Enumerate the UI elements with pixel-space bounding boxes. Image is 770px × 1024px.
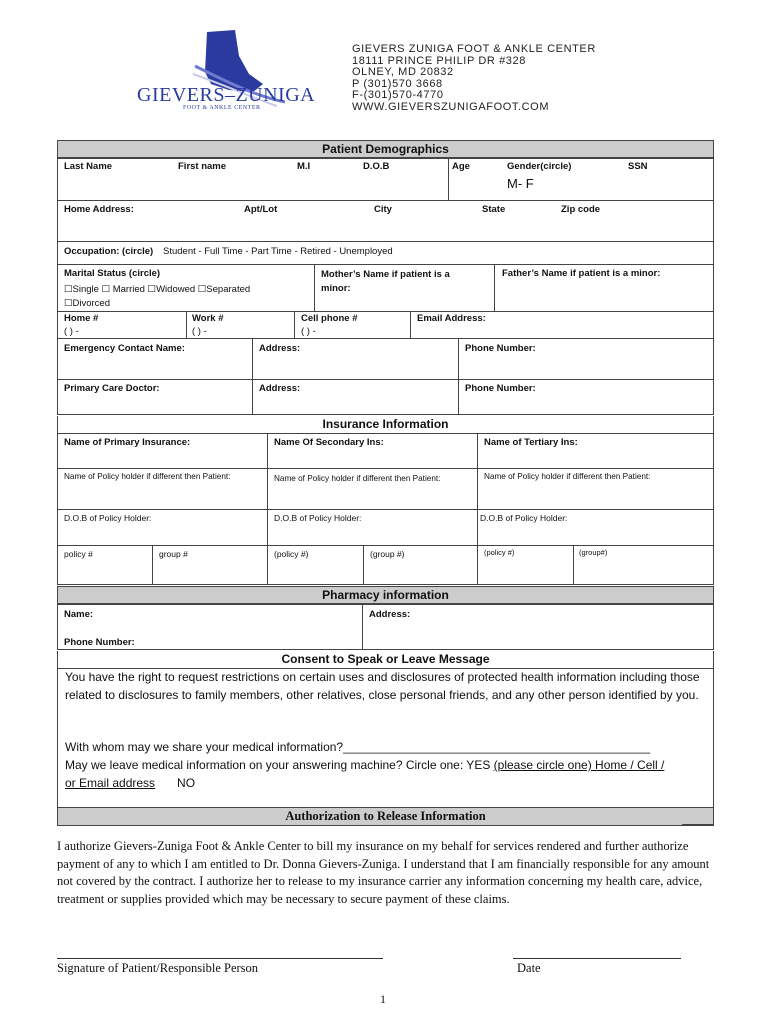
signature-label: Signature of Patient/Responsible Person [57, 961, 259, 975]
mother-name-label: Mother’s Name if patient is a minor: [321, 269, 450, 294]
no-option[interactable]: NO [177, 776, 196, 790]
fax-line: F-(301)570-4770 [352, 89, 444, 101]
first-name-label: First name [178, 161, 227, 172]
marital-cell[interactable] [57, 264, 315, 312]
clinic-logo [135, 26, 335, 114]
father-name-cell[interactable] [494, 264, 714, 312]
dob-holder2-cell[interactable] [267, 509, 478, 546]
last-name-label: Last Name [64, 161, 113, 172]
dob-holder2-label: D.O.B of Policy Holder: [274, 513, 362, 523]
clinic-name-line: GIEVERS ZUNIGA FOOT & ANKLE CENTER [352, 43, 596, 55]
gender-label: Gender(circle) [507, 161, 572, 172]
home-address-label: Home Address: [64, 204, 134, 215]
occupation-options[interactable]: Student - Full Time - Part Time - Retired - Unemployed [163, 246, 393, 257]
policy3-cell[interactable] [477, 545, 574, 585]
tertiary-ins-cell[interactable] [477, 433, 714, 469]
consent-paragraph: You have the right to request restrictions on certain uses and disclosures of protected health information including those related to disclosures to family members, other relatives, close personal friends, and any other person identified by you. [65, 670, 700, 702]
email-option[interactable]: or Email address [65, 776, 156, 790]
insurance-header: Insurance Information [57, 416, 714, 434]
emergency-address-label: Address: [259, 343, 301, 354]
emergency-contact-cell[interactable] [57, 338, 253, 380]
email-label: Email Address: [417, 313, 486, 324]
dob-holder1-cell[interactable] [57, 509, 268, 546]
signature-line[interactable] [57, 958, 383, 959]
city-line: OLNEY, MD 20832 [352, 66, 454, 78]
holder1-label: Name of Policy holder if different then Patient: [64, 472, 231, 481]
marital-label: Marital Status (circle) [64, 268, 161, 279]
dob-label: D.O.B [363, 161, 390, 172]
pharmacy-address-label: Address: [369, 609, 411, 620]
emergency-phone-cell[interactable] [458, 338, 714, 380]
group3-cell[interactable] [573, 545, 714, 585]
group2-label: (group #) [370, 549, 405, 559]
work-phone-label: Work # [192, 313, 224, 324]
emergency-phone-label: Phone Number: [465, 343, 536, 354]
share-question[interactable]: With whom may we share your medical information?______________________________________________ [65, 740, 651, 754]
apt-label: Apt/Lot [244, 204, 278, 215]
group2-cell[interactable] [363, 545, 478, 585]
policy2-cell[interactable] [267, 545, 364, 585]
pcp-address-cell[interactable] [252, 379, 459, 415]
occupation-row[interactable] [57, 241, 714, 265]
state-label: State [482, 204, 506, 215]
holder2-cell[interactable] [267, 468, 478, 510]
pharmacy-header: Pharmacy information [57, 586, 714, 605]
clinic-address-block [352, 44, 596, 113]
primary-ins-label: Name of Primary Insurance: [64, 437, 191, 448]
date-label: Date [517, 961, 541, 975]
website-line: WWW.GIEVERSZUNIGAFOOT.COM [352, 100, 550, 113]
pcp-phone-cell[interactable] [458, 379, 714, 415]
mi-label: M.I [297, 161, 311, 172]
consent-header: Consent to Speak or Leave Message [57, 651, 714, 669]
policy1-label: policy # [64, 549, 93, 559]
pharmacy-name-label: Name: [64, 609, 94, 620]
address-row[interactable] [57, 200, 714, 242]
authorization-header: Authorization to Release Information [57, 807, 714, 826]
father-name-label: Father’s Name if patient is a minor: [502, 268, 661, 279]
group1-label: group # [159, 549, 188, 559]
policy1-cell[interactable] [57, 545, 153, 585]
cell-phone-label: Cell phone # [301, 313, 358, 324]
emergency-contact-label: Emergency Contact Name: [64, 343, 185, 354]
holder3-cell[interactable] [477, 468, 714, 510]
policy2-label: (policy #) [274, 549, 309, 559]
page-number: 1 [380, 992, 386, 1006]
email-cell[interactable] [410, 311, 714, 339]
marital-options-line1[interactable]: ☐Single ☐ Married ☐Widowed ☐Separated [64, 284, 251, 295]
logo-name: GIEVERS–ZUNIGA [137, 84, 316, 106]
secondary-ins-cell[interactable] [267, 433, 478, 469]
contact-method-options[interactable]: (please circle one) Home / Cell / [493, 758, 665, 772]
home-phone-cell[interactable] [57, 311, 187, 339]
ssn-label: SSN [628, 161, 648, 172]
pcp-address-label: Address: [259, 383, 301, 394]
home-phone-label: Home # [64, 313, 99, 324]
policy3-label: (policy #) [484, 548, 515, 557]
holder2-label: Name of Policy holder if different then Patient: [274, 474, 441, 483]
home-phone-blank: ( ) - [64, 326, 79, 337]
gender-options[interactable]: M- F [507, 176, 534, 191]
cell-phone-blank: ( ) - [301, 326, 316, 337]
answering-machine-question[interactable] [65, 756, 664, 774]
work-phone-cell[interactable] [186, 311, 295, 339]
emergency-address-cell[interactable] [252, 338, 459, 380]
group3-label: (group#) [579, 548, 608, 557]
pcp-label: Primary Care Doctor: [64, 383, 160, 394]
pharmacy-name-cell[interactable] [57, 603, 363, 650]
city-label: City [374, 204, 392, 215]
cell-phone-cell[interactable] [294, 311, 411, 339]
zip-label: Zip code [561, 204, 601, 215]
demographics-header: Patient Demographics [57, 140, 714, 159]
occupation-label: Occupation: (circle) [64, 246, 154, 257]
dob-holder1-label: D.O.B of Policy Holder: [64, 513, 152, 523]
date-line[interactable] [513, 958, 681, 959]
work-phone-blank: ( ) - [192, 326, 207, 337]
answering-machine-text: May we leave medical information on your answering machine? Circle one: YES [65, 758, 494, 772]
pcp-phone-label: Phone Number: [465, 383, 536, 394]
mother-name-cell[interactable] [314, 264, 495, 312]
marital-options-line2[interactable]: ☐Divorced [64, 298, 111, 309]
holder3-label: Name of Policy holder if different then Patient: [484, 472, 651, 481]
dob-holder3-cell[interactable] [477, 509, 714, 546]
group1-cell[interactable] [152, 545, 268, 585]
authorization-text: I authorize Gievers-Zuniga Foot & Ankle Center to bill my insurance on my behalf for services rendered and further authorize payment of any to which I am entitled to Dr. Donna Gievers-Zuniga. I understand that I am financially responsible for any amount not covered by the contract. I authorize her to release to my insurance carrier any information concerning my health care, advice, treatment or supplies provided which may be necessary to secure payment of these claims. [57, 839, 710, 906]
holder1-cell[interactable] [57, 468, 268, 510]
consent-box [57, 667, 714, 808]
name-row[interactable] [57, 157, 714, 201]
logo-subtitle: FOOT & ANKLE CENTER [183, 105, 261, 111]
pcp-cell[interactable] [57, 379, 253, 415]
pharmacy-phone-label: Phone Number: [64, 637, 135, 648]
dob-holder3-label: D.O.B of Policy Holder: [480, 513, 568, 523]
street-line: 18111 PRINCE PHILIP DR #328 [352, 54, 526, 67]
secondary-ins-label: Name Of Secondary Ins: [274, 437, 384, 448]
primary-ins-cell[interactable] [57, 433, 268, 469]
email-option-line[interactable] [65, 774, 195, 792]
pharmacy-address-cell[interactable] [362, 603, 714, 650]
phone-line: P (301)570 3668 [352, 77, 443, 90]
tertiary-ins-label: Name of Tertiary Ins: [484, 437, 578, 448]
age-label: Age [452, 161, 470, 172]
